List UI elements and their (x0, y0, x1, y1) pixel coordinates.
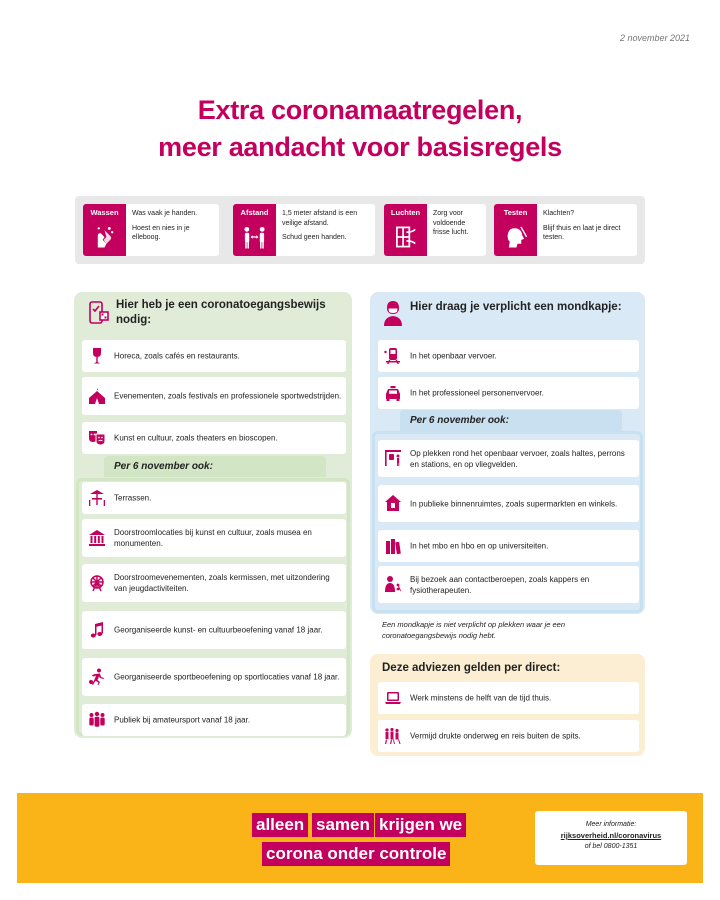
pass-sub-heading: Per 6 november ook: (104, 456, 326, 477)
list-item (82, 564, 346, 602)
list-item-text: Evenementen, zoals festivals en professionele sportwedstrijden. (114, 391, 342, 401)
list-item-text: Horeca, zoals cafés en restaurants. (114, 351, 240, 361)
rule-text: Klachten? (543, 210, 575, 217)
bus-stop-icon (384, 449, 402, 467)
rule-label: Luchten (390, 208, 421, 217)
window-air-icon (394, 224, 417, 250)
rule-label: Afstand (240, 208, 269, 217)
list-item-text: Georganiseerde kunst- en cultuurbeoefening vanaf 18 jaar. (114, 625, 323, 635)
slogan-corona-onder-controle: corona onder controle (262, 842, 450, 866)
basic-rules (75, 196, 645, 264)
list-item (82, 519, 346, 557)
rule-text: Hoest en nies in je elleboog. (132, 224, 190, 241)
info-phone: of bel 0800-1351 (584, 843, 638, 850)
list-item (378, 566, 639, 603)
hands-washing-icon (93, 224, 116, 250)
wine-glass-icon (88, 347, 106, 365)
rule-text: Zorg voor voldoende frisse lucht. (433, 210, 469, 236)
audience-people-icon (88, 711, 106, 729)
list-item (82, 340, 346, 372)
distance-people-icon (243, 224, 266, 250)
running-sport-icon (88, 668, 106, 686)
list-item (378, 485, 639, 522)
terrace-table-icon (88, 489, 106, 507)
list-item-text: Doorstroomevenementen, zoals kermissen, met uitzondering van jeugdactiviteiten. (114, 573, 330, 593)
list-item (378, 340, 639, 372)
rule-label: Testen (503, 208, 528, 217)
books-icon (384, 537, 402, 555)
info-url-link[interactable]: rijksoverheid.nl/coronavirus (560, 831, 662, 840)
rule-text: Schud geen handen. (282, 234, 347, 241)
rule-afstand (233, 204, 375, 256)
list-item-text: Georganiseerde sportbeoefening op sportlocaties vanaf 18 jaar. (114, 672, 340, 682)
rule-text: Was vaak je handen. (132, 210, 198, 217)
test-swab-icon (504, 224, 527, 250)
slogan-samen: samen (312, 813, 374, 837)
list-item-text: Doorstroomlocaties bij kunst en cultuur, zoals musea en monumenten. (114, 528, 312, 548)
mask-heading: Hier draag je verplicht een mondkapje: (410, 301, 622, 313)
list-item (82, 422, 346, 454)
public-building-icon (384, 494, 402, 512)
rule-luchten (384, 204, 486, 256)
taxi-icon (384, 384, 402, 402)
info-label: Meer informatie: (585, 821, 637, 828)
train-icon (384, 347, 402, 365)
list-item-text: In publieke binnenruimtes, zoals supermarkten en winkels. (410, 499, 618, 508)
list-item-text: Bij bezoek aan contactberoepen, zoals kappers en fysiotherapeuten. (410, 574, 590, 595)
mask-note: Een mondkapje is niet verplicht op plekken waar je een coronatoegangsbewijs nodig hebt. (382, 620, 566, 640)
title-line-2: meer aandacht voor basisregels (158, 132, 562, 162)
rule-testen (494, 204, 637, 256)
title-line-1: Extra coronamaatregelen, (197, 95, 523, 125)
list-item (378, 720, 639, 752)
crowd-icon (384, 727, 402, 745)
mask-sub-heading: Per 6 november ook: (400, 410, 622, 431)
list-item (82, 658, 346, 696)
list-item-text: Publiek bij amateursport vanaf 18 jaar. (114, 715, 251, 725)
music-note-icon (88, 621, 106, 639)
list-item (378, 682, 639, 714)
list-item-text: Vermijd drukte onderweg en reis buiten de spits. (410, 731, 581, 741)
circus-tent-icon (88, 387, 106, 405)
ferris-wheel-icon (88, 574, 106, 592)
list-item-text: Op plekken rond het openbaar vervoer, zoals haltes, perrons en stations, en op vliegvelden. (410, 448, 625, 469)
rule-text: 1,5 meter afstand is een veilige afstand. (282, 210, 358, 227)
list-item (378, 530, 639, 562)
list-item-text: In het openbaar vervoer. (410, 351, 497, 361)
slogan-krijgen-we: krijgen we (375, 813, 466, 837)
slogan-alleen: alleen (252, 813, 308, 837)
pass-extra-frame (76, 478, 350, 736)
list-item (82, 611, 346, 649)
list-item (82, 482, 346, 514)
phone-qr-icon (86, 301, 110, 325)
list-item (378, 440, 639, 477)
pass-heading: Hier heb je een coronatoegangsbewijs nodig: (116, 299, 326, 326)
list-item (82, 377, 346, 415)
list-item (378, 377, 639, 409)
date: 2 november 2021 (619, 33, 690, 43)
person-mask-icon (381, 299, 405, 327)
list-item-text: Werk minstens de helft van de tijd thuis. (410, 693, 552, 703)
rule-label: Wassen (90, 208, 119, 217)
list-item-text: Terrassen. (114, 493, 152, 503)
museum-icon (88, 529, 106, 547)
laptop-icon (384, 689, 402, 707)
list-item-text: Kunst en cultuur, zoals theaters en bioscopen. (114, 433, 278, 443)
rule-text: Blijf thuis en laat je direct testen. (543, 224, 621, 241)
rule-wassen (83, 204, 219, 256)
hairdresser-icon (384, 575, 402, 593)
theater-masks-icon (88, 429, 106, 447)
list-item-text: In het mbo en hbo en op universiteiten. (410, 541, 549, 551)
info-box (535, 811, 687, 865)
advice-heading: Deze adviezen gelden per direct: (382, 662, 561, 674)
list-item (82, 704, 346, 736)
page-title (0, 92, 720, 166)
list-item-text: In het professioneel personenvervoer. (410, 388, 544, 398)
